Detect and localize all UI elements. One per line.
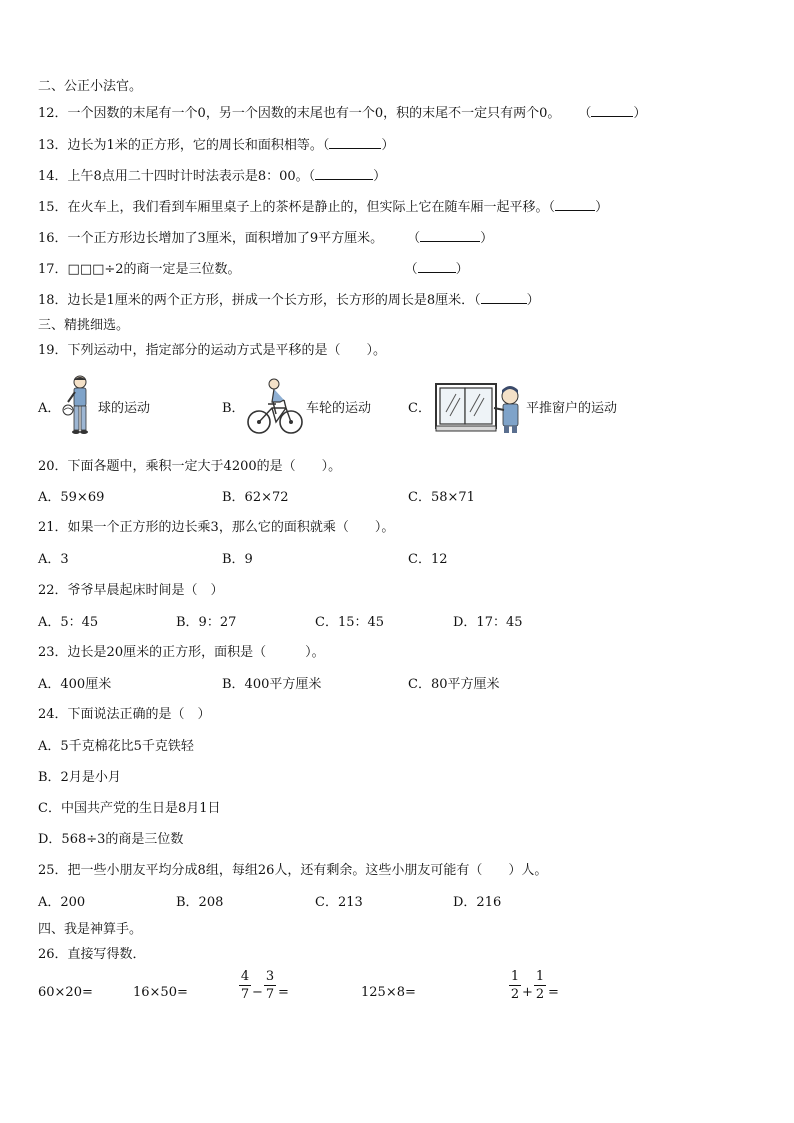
- q15-text: 15．在火车上，我们看到车厢里桌子上的茶杯是静止的，但实际上它在随车厢一起平移。: [38, 200, 549, 215]
- fraction-1-2-first: 1 2: [510, 969, 520, 1002]
- q17-answer-blank[interactable]: [418, 260, 456, 273]
- q19-option-c-letter[interactable]: C．: [408, 401, 431, 416]
- plus-sign: +: [522, 985, 533, 1000]
- q21-option-a[interactable]: A．3: [38, 552, 69, 567]
- q17-text: 17．□□□÷2的商一定是三位数。: [38, 262, 241, 277]
- question-21: 21．如果一个正方形的边长乘3，那么它的面积就乘（ ）。: [38, 520, 395, 535]
- q23-option-a[interactable]: A．400厘米: [38, 677, 112, 692]
- q19-option-a-letter[interactable]: A．: [38, 401, 61, 416]
- q20-option-c[interactable]: C．58×71: [408, 490, 475, 505]
- q15-answer-blank[interactable]: [555, 198, 595, 211]
- question-16: 16．一个正方形边长增加了3厘米，面积增加了9平方厘米。 （ ）: [38, 231, 494, 246]
- q24-option-d[interactable]: D．568÷3的商是三位数: [38, 832, 184, 847]
- question-19: 19．下列运动中，指定部分的运动方式是平移的是（ ）。: [38, 343, 387, 358]
- q16-answer-blank[interactable]: [420, 229, 480, 242]
- q12-answer-blank[interactable]: [591, 104, 633, 117]
- q24-option-a[interactable]: A．5千克棉花比5千克铁轻: [38, 739, 194, 754]
- q22-option-c[interactable]: C．15：45: [315, 615, 385, 630]
- q16-text: 16．一个正方形边长增加了3厘米，面积增加了9平方厘米。: [38, 231, 384, 246]
- q22-option-d[interactable]: D．17：45: [453, 615, 523, 630]
- calc-item-1[interactable]: 60×20=: [38, 985, 93, 1000]
- q14-text: 14．上午8点用二十四时计时法表示是8：00。: [38, 169, 309, 184]
- question-13: 13．边长为1米的正方形，它的周长和面积相等。（ ）: [38, 138, 395, 153]
- question-15: 15．在火车上，我们看到车厢里桌子上的茶杯是静止的，但实际上它在随车厢一起平移。（ ）: [38, 200, 609, 215]
- q23-option-c[interactable]: C．80平方厘米: [408, 677, 500, 692]
- q19-option-c-label: 平推窗户的运动: [526, 401, 618, 416]
- q25-option-a[interactable]: A．200: [38, 895, 86, 910]
- q25-option-d[interactable]: D．216: [453, 895, 502, 910]
- section-2-title: 二、公正小法官。: [38, 79, 143, 94]
- fraction-1-2-second: 1 2: [535, 969, 545, 1002]
- q14-answer-blank[interactable]: [315, 167, 373, 180]
- boy-riding-bicycle-icon: [246, 378, 304, 436]
- question-12: 12．一个因数的末尾有一个0，另一个因数的末尾也有一个0，积的末尾不一定只有两个0。 （ ）: [38, 106, 647, 121]
- q25-option-b[interactable]: B．208: [176, 895, 224, 910]
- q25-option-c[interactable]: C．213: [315, 895, 363, 910]
- minus-sign: −: [252, 985, 263, 1000]
- calc-item-3-equals[interactable]: =: [278, 985, 289, 1000]
- fraction-3-7: 3 7: [265, 969, 275, 1002]
- q19-option-b-letter[interactable]: B．: [222, 401, 245, 416]
- q22-option-a[interactable]: A．5：45: [38, 615, 99, 630]
- calc-item-2[interactable]: 16×50=: [133, 985, 188, 1000]
- q13-answer-blank[interactable]: [329, 136, 381, 149]
- calc-item-5-equals[interactable]: =: [548, 985, 559, 1000]
- section-4-title: 四、我是神算手。: [38, 922, 143, 937]
- q23-option-b[interactable]: B．400平方厘米: [222, 677, 322, 692]
- q20-option-a[interactable]: A．59×69: [38, 490, 105, 505]
- question-26: 26．直接写得数．: [38, 947, 146, 962]
- question-17: 17．□□□÷2的商一定是三位数。 （ ）: [38, 262, 469, 277]
- q21-option-b[interactable]: B．9: [222, 552, 253, 567]
- boy-bouncing-ball-icon: [62, 374, 98, 438]
- section-3-title: 三、精挑细选。: [38, 318, 130, 333]
- q24-option-b[interactable]: B．2月是小月: [38, 770, 121, 785]
- boy-pushing-window-icon: [434, 382, 526, 434]
- q20-option-b[interactable]: B．62×72: [222, 490, 289, 505]
- question-22: 22．爷爷早晨起床时间是（ ）: [38, 583, 224, 598]
- q21-option-c[interactable]: C．12: [408, 552, 448, 567]
- q22-option-b[interactable]: B．9：27: [176, 615, 237, 630]
- q12-text: 12．一个因数的末尾有一个0，另一个因数的末尾也有一个0，积的末尾不一定只有两个0。: [38, 106, 561, 121]
- q18-answer-blank[interactable]: [481, 291, 527, 304]
- question-14: 14．上午8点用二十四时计时法表示是8：00。（ ）: [38, 169, 387, 184]
- calc-item-4[interactable]: 125×8=: [361, 985, 416, 1000]
- question-25: 25．把一些小朋友平均分成8组，每组26人，还有剩余。这些小朋友可能有（ ）人。: [38, 863, 548, 878]
- q13-text: 13．边长为1米的正方形，它的周长和面积相等。: [38, 138, 323, 153]
- q19-option-b-label: 车轮的运动: [306, 401, 372, 416]
- q18-text: 18．边长是1厘米的两个正方形，拼成一个长方形，长方形的周长是8厘米．: [38, 293, 475, 308]
- question-18: 18．边长是1厘米的两个正方形，拼成一个长方形，长方形的周长是8厘米．（ ）: [38, 293, 540, 308]
- q24-option-c[interactable]: C．中国共产党的生日是8月1日: [38, 801, 221, 816]
- question-20: 20．下面各题中，乘积一定大于4200的是（ ）。: [38, 459, 342, 474]
- q19-option-a-label: 球的运动: [98, 401, 151, 416]
- question-23: 23．边长是20厘米的正方形，面积是（ ）。: [38, 645, 325, 660]
- fraction-4-7: 4 7: [240, 969, 250, 1002]
- question-24: 24．下面说法正确的是（ ）: [38, 707, 211, 722]
